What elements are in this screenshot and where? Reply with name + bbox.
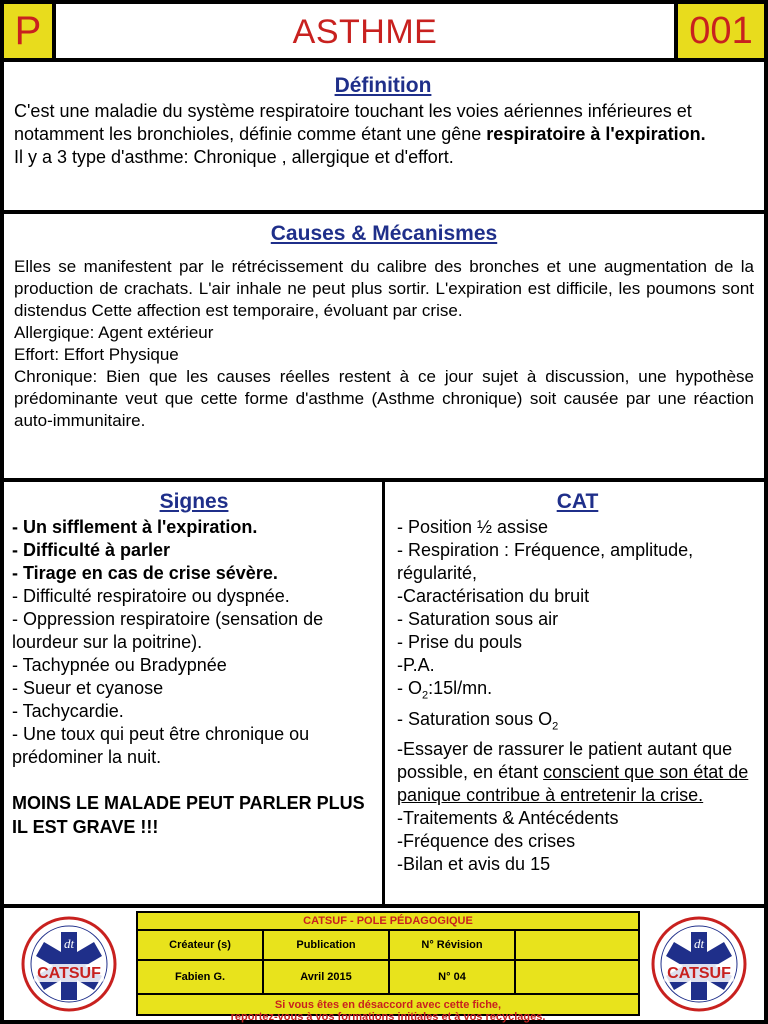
- signes-item: - Un sifflement à l'expiration.: [12, 517, 258, 537]
- definition-line2: Il y a 3 type d'asthme: Chronique , allergique et d'effort.: [14, 147, 454, 167]
- cat-item-saturation: [397, 708, 758, 739]
- catsuf-logo-right: [640, 914, 758, 1014]
- definition-section: [4, 62, 764, 214]
- header-publication: Publication: [264, 931, 390, 959]
- logo-letters: dt: [63, 936, 75, 951]
- cat-item: - Position ½ assise: [397, 517, 549, 537]
- cat-item: - Prise du pouls: [397, 632, 523, 652]
- header-empty: [516, 931, 638, 959]
- footer: [4, 908, 764, 1023]
- logo-letters: dt: [693, 936, 705, 951]
- causes-paragraph: Elles se manifestent par le rétrécissement du calibre des bronches et une augmentation de la production de crachats. L'air inhale ne peut plus sortir. L'expiration est difficile, les poumons sont distendus Cette affection est temporaire, évoluant par crise.: [14, 257, 754, 320]
- oxygen-prefix: - O: [397, 678, 422, 698]
- cat-title: CAT: [556, 490, 599, 513]
- cat-item: -P.A.: [397, 655, 435, 675]
- signes-title: Signes: [159, 490, 229, 513]
- value-publication: Avril 2015: [264, 961, 390, 993]
- catsuf-logo-left: [10, 914, 128, 1014]
- cat-column: [389, 482, 764, 904]
- signes-item: - Tachypnée ou Bradypnée: [12, 655, 227, 675]
- signes-column: [4, 482, 385, 904]
- definition-text: [14, 100, 752, 146]
- definition-line1-bold: respiratoire à l'expiration.: [486, 124, 706, 144]
- causes-effort: Effort: Effort Physique: [14, 345, 179, 364]
- signes-item: - Tirage en cas de crise sévère.: [12, 563, 278, 583]
- logo-text: CATSUF: [667, 965, 731, 982]
- signes-item: - Tachycardie.: [12, 701, 124, 721]
- disclaimer: [138, 999, 638, 1023]
- signes-item: - Une toux qui peut être chronique ou prédominer la nuit.: [12, 724, 310, 767]
- saturation-prefix: - Saturation sous O: [397, 708, 553, 729]
- disclaimer-line1: Si vous êtes en désaccord avec cette fiche,: [274, 999, 502, 1011]
- cat-item: -Caractérisation du bruit: [397, 586, 590, 606]
- signes-item: - Oppression respiratoire (sensation de lourdeur sur la poitrine).: [12, 609, 324, 652]
- definition-title: Définition: [334, 74, 432, 97]
- header: [4, 4, 764, 62]
- cat-item-oxygen: [397, 677, 758, 708]
- page-title: ASTHME: [292, 13, 438, 51]
- category-code: P: [4, 4, 56, 58]
- disclaimer-line2: reportez-vous à vos formations initiales et à vos recyclages.: [230, 1011, 546, 1023]
- causes-chronique: Chronique: Bien que les causes réelles restent à ce jour sujet à discussion, une hypothèse prédominante veut que cette forme d'asthme (Asthme chronique) soit causée par une réaction auto-immunitaire.: [14, 367, 754, 430]
- reassure-text: -Essayer de rassurer le patient autant que possible, en étant: [397, 739, 733, 783]
- causes-title: Causes & Mécanismes: [270, 222, 498, 245]
- saturation-sub: 2: [552, 720, 559, 733]
- org-row: CATSUF - POLE PÉDAGOGIQUE: [138, 913, 638, 931]
- oxygen-sub: 2: [422, 689, 429, 702]
- header-creator: Créateur (s): [138, 931, 264, 959]
- causes-section: [4, 214, 764, 482]
- value-empty: [516, 961, 638, 993]
- table-header-row: [138, 931, 638, 961]
- cat-item: -Bilan et avis du 15: [397, 854, 551, 875]
- causes-allergique: Allergique: Agent extérieur: [14, 323, 214, 342]
- metadata-table: [136, 911, 640, 1023]
- cat-item: -Traitements & Antécédents: [397, 808, 619, 829]
- definition-line1: C'est une maladie du système respiratoire touchant les voies aériennes inférieures et notamment les bronchioles, définie comme étant une gêne: [14, 101, 692, 144]
- sheet-number: 001: [674, 4, 764, 58]
- signes-item: - Difficulté à parler: [12, 540, 171, 560]
- severity-warning: MOINS LE MALADE PEUT PARLER PLUS IL EST GRAVE !!!: [12, 793, 365, 837]
- value-revision: N° 04: [390, 961, 516, 993]
- reassure-underlined: conscient que son état de panique contribue à entretenir la crise.: [397, 762, 749, 806]
- logo-text: CATSUF: [37, 965, 101, 982]
- table-value-row: [138, 961, 638, 995]
- oxygen-suffix: :15l/mn.: [428, 678, 493, 698]
- cat-item: -Fréquence des crises: [397, 831, 576, 852]
- signes-item: - Sueur et cyanose: [12, 678, 164, 698]
- signs-and-actions: [4, 482, 764, 908]
- value-creator: Fabien G.: [138, 961, 264, 993]
- cat-item: - Respiration : Fréquence, amplitude, régularité,: [397, 540, 694, 583]
- cat-item: - Saturation sous air: [397, 609, 559, 629]
- header-revision: N° Révision: [390, 931, 516, 959]
- signes-item: - Difficulté respiratoire ou dyspnée.: [12, 586, 290, 606]
- cat-reassure: [397, 738, 758, 807]
